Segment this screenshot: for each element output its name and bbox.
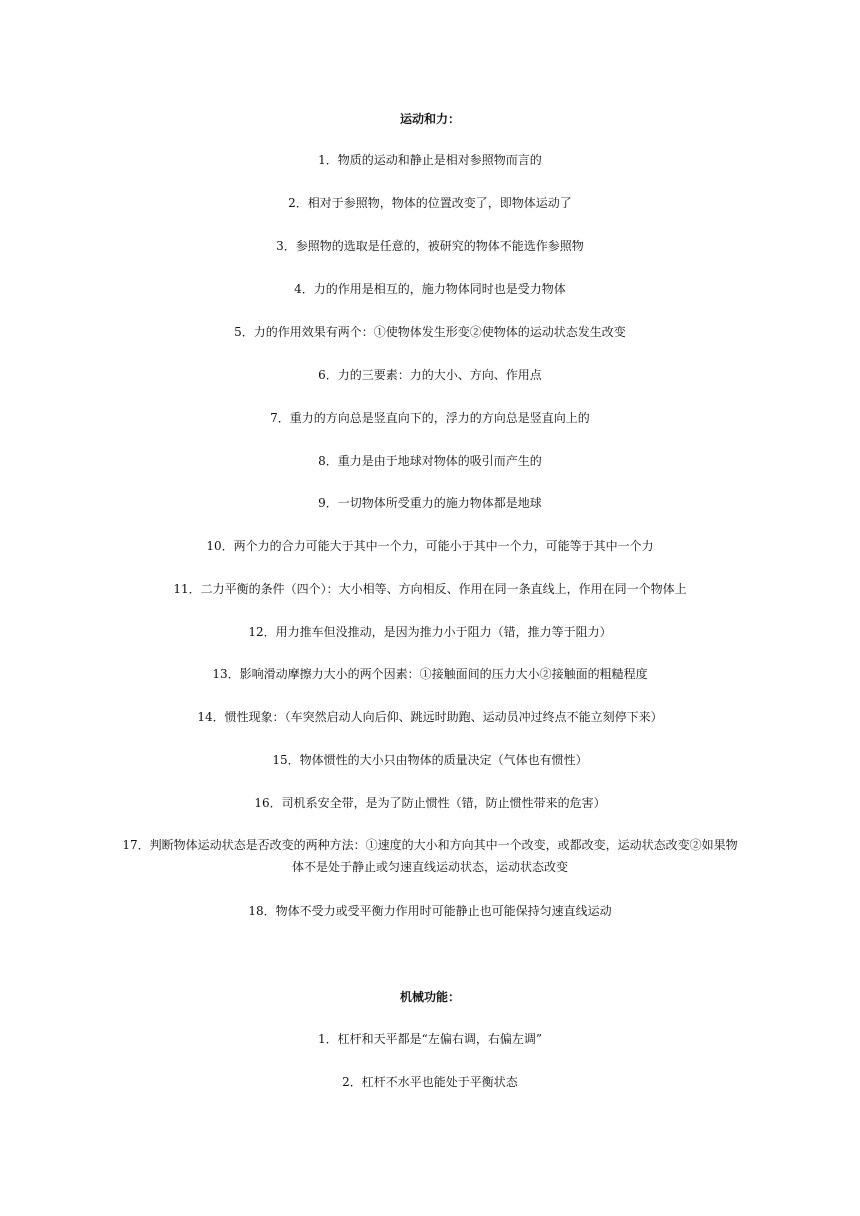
- list-item: 8．重力是由于地球对物体的吸引而产生的: [318, 454, 542, 468]
- list-item: 7．重力的方向总是竖直向下的，浮力的方向总是竖直向上的: [270, 411, 590, 425]
- list-item: 5．力的作用效果有两个：①使物体发生形变②使物体的运动状态发生改变: [234, 325, 626, 339]
- list-item: 15．物体惯性的大小只由物体的质量决定（气体也有惯性）: [272, 753, 588, 767]
- section-heading-motion-force: 运动和力：: [399, 112, 460, 126]
- list-item: 17．判断物体运动状态是否改变的两种方法：①速度的大小和方向其中一个改变，或都改变，运动状态改变②如果物体不是处于静止或匀速直线运动状态，运动状态改变: [122, 838, 738, 874]
- list-item: 4．力的作用是相互的，施力物体同时也是受力物体: [294, 282, 566, 296]
- list-item: 14．惯性现象：（车突然启动人向后仰、跳远时助跑、运动员冲过终点不能立刻停下来）: [197, 710, 663, 724]
- list-item: 11．二力平衡的条件（四个）：大小相等、方向相反、作用在同一条直线上，作用在同一个物体上: [173, 582, 687, 596]
- list-item: 3．参照物的选取是任意的，被研究的物体不能选作参照物: [276, 239, 584, 253]
- list-item: 9．一切物体所受重力的施力物体都是地球: [318, 496, 542, 510]
- list-item: 2．杠杆不水平也能处于平衡状态: [342, 1075, 518, 1089]
- list-item: 13．影响滑动摩擦力大小的两个因素：①接触面间的压力大小②接触面的粗糙程度: [212, 667, 648, 681]
- section-heading-machine-energy: 机械功能：: [399, 990, 460, 1004]
- list-item: 1．物质的运动和静止是相对参照物而言的: [318, 153, 542, 167]
- list-item: 2．相对于参照物，物体的位置改变了，即物体运动了: [288, 196, 572, 210]
- list-item: 6．力的三要素：力的大小、方向、作用点: [318, 368, 542, 382]
- list-item: 1．杠杆和天平都是“左偏右调，右偏左调”: [318, 1032, 542, 1046]
- list-item: 18．物体不受力或受平衡力作用时可能静止也可能保持匀速直线运动: [248, 904, 612, 918]
- list-item: 12．用力推车但没推动，是因为推力小于阻力（错，推力等于阻力）: [248, 625, 612, 639]
- list-item: 16．司机系安全带，是为了防止惯性（错，防止惯性带来的危害）: [254, 796, 606, 810]
- list-item: 10．两个力的合力可能大于其中一个力，可能小于其中一个力，可能等于其中一个力: [206, 539, 654, 553]
